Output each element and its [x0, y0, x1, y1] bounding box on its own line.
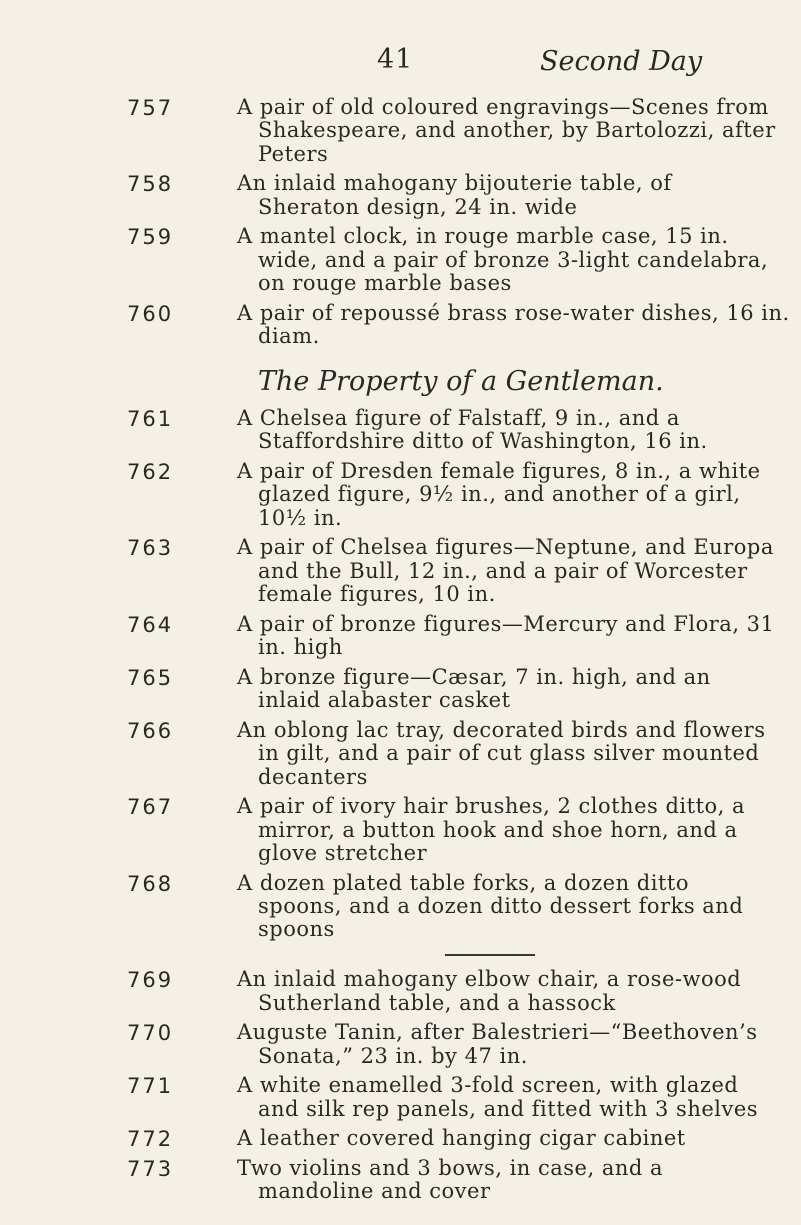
lot-number: 771 [127, 1074, 174, 1099]
lot-description: A bronze figure—Cæsar, 7 in. high, and an inlaid alabaster casket [237, 664, 711, 713]
lot-number: 763 [127, 536, 174, 561]
lot-number: 768 [127, 871, 174, 896]
lot-description: An oblong lac tray, decorated birds and flowers in gilt, and a pair of cut glass silver mounted decanters [237, 717, 766, 789]
lot-description: A mantel clock, in rouge marble case, 15 in. wide, and a pair of bronze 3-light candelabra, on rouge marble bases [237, 224, 769, 296]
page-header [0, 44, 801, 84]
lot-description: An inlaid mahogany bijouterie table, of Sheraton design, 24 in. wide [237, 171, 672, 219]
lot-description: A pair of bronze figures—Mercury and Flora, 31 in. high [237, 611, 775, 660]
lot-description: A leather covered hanging cigar cabinet [237, 1126, 686, 1151]
page-number: 41 [377, 44, 414, 75]
lot-number: 758 [127, 172, 174, 197]
lot-description: Two violins and 3 bows, in case, and a mandoline and cover [237, 1155, 664, 1204]
lot-number: 765 [127, 665, 174, 690]
lot-number: 766 [127, 718, 174, 743]
lot-description: A pair of Chelsea figures—Neptune, and Europa and the Bull, 12 in., and a pair of Worcester female figures, 10 in. [237, 535, 774, 607]
running-title: Second Day [540, 46, 703, 77]
lot-number: 767 [127, 795, 174, 820]
lot-number: 764 [127, 612, 174, 637]
lot-description: A white enamelled 3-fold screen, with glazed and silk rep panels, and fitted with 3 shelves [237, 1073, 759, 1121]
lot-description: Auguste Tanin, after Balestrieri—“Beethoven’s Sonata,” 23 in. by 47 in. [237, 1020, 758, 1068]
lot-number: 757 [127, 96, 174, 120]
lot-number: 769 [127, 968, 174, 993]
lot-number: 759 [127, 225, 174, 250]
lot-number: 773 [127, 1156, 174, 1181]
lot-number: 772 [127, 1127, 174, 1152]
lot-description: An inlaid mahogany elbow chair, a rose-wood Sutherland table, and a hassock [237, 967, 742, 1015]
lot-number: 762 [127, 460, 174, 485]
lot-description: A pair of repoussé brass rose-water dishes, 16 in. diam. [237, 300, 790, 349]
lot-number: 770 [127, 1021, 174, 1046]
lot-description: A pair of Dresden female figures, 8 in., a white glazed figure, 9½ in., and another of a girl, 10½ in. [237, 459, 761, 530]
lot-description: A pair of old coloured engravings—Scenes from Shakespeare, and another, by Bartolozzi, after Peters [237, 95, 776, 166]
lot-description: A dozen plated table forks, a dozen ditto spoons, and a dozen ditto dessert forks and spoons [237, 870, 744, 942]
section-divider [445, 954, 535, 956]
lot-description: A Chelsea figure of Falstaff, 9 in., and a Staffordshire ditto of Washington, 16 in. [237, 406, 708, 454]
lot-number: 761 [127, 407, 174, 432]
lot-description: A pair of ivory hair brushes, 2 clothes ditto, a mirror, a button hook and shoe horn, and a glove stretcher [237, 794, 746, 866]
section-heading: The Property of a Gentleman. [258, 365, 664, 397]
lot-number: 760 [127, 301, 174, 326]
